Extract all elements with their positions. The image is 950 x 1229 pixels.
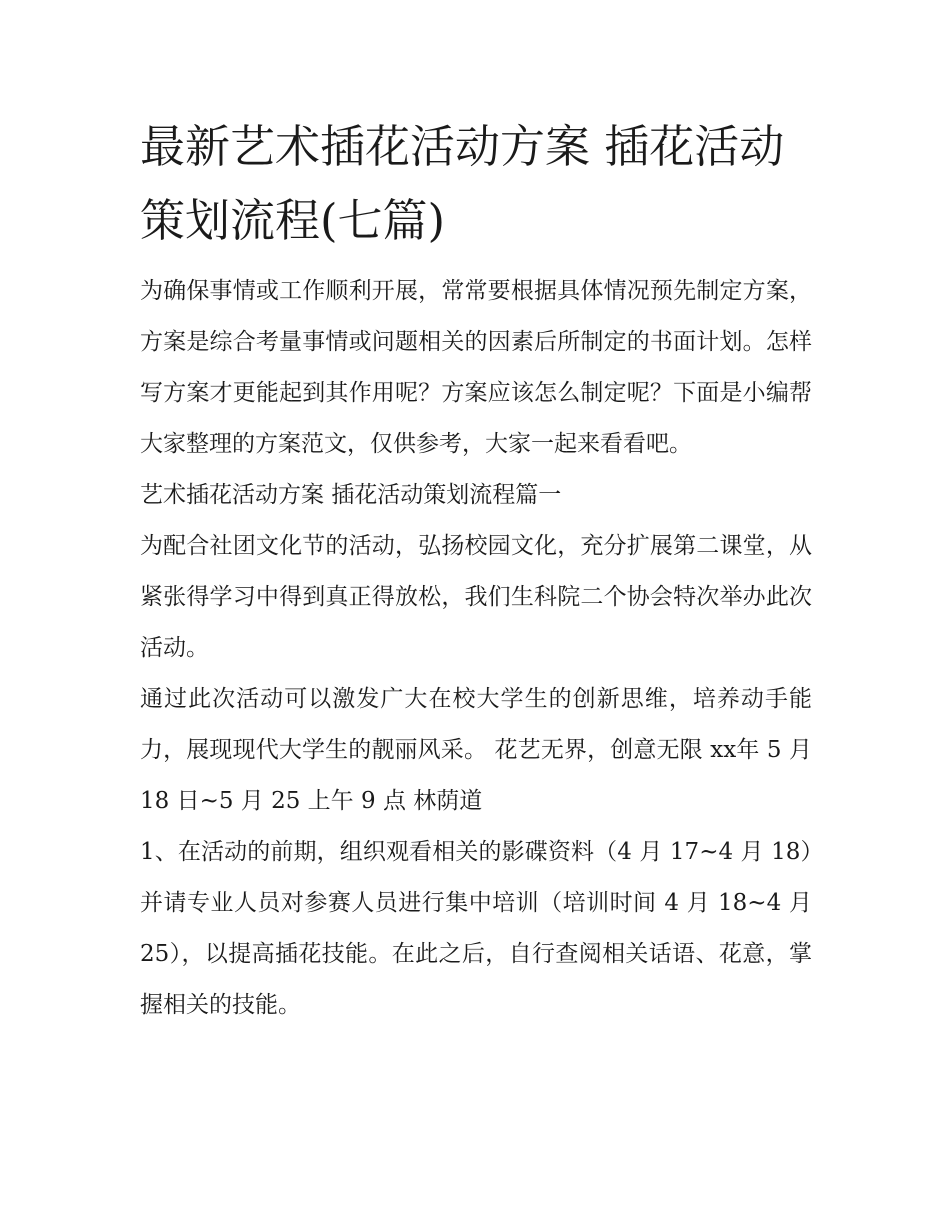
section-heading: 艺术插花活动方案 插花活动策划流程篇一 (140, 482, 562, 508)
intro-paragraph: 为确保事情或工作顺利开展，常常要根据具体情况预先制定方案，方案是综合考量事情或问题相关的因素后所制定的书面计划。怎样写方案才更能起到其作用呢？方案应该怎么制定呢？下面是小编帮大家整理的方案范文，仅供参考，大家一起来看看吧。 (140, 278, 812, 457)
body-paragraph: 通过此次活动可以激发广大在校大学生的创新思维，培养动手能力，展现现代大学生的靓丽风采。 花艺无界，创意无限 xx年 5 月 18 日~5 月 25 上午 9 点 林荫道 (140, 686, 812, 814)
document-page (140, 110, 812, 1031)
body-paragraph: 1、在活动的前期，组织观看相关的影碟资料（4 月 17~4 月 18）并请专业人员对参赛人员进行集中培训（培训时间 4 月 18~4 月 25），以提高插花技能。在此之后，自行查阅相关话语、花意，掌握相关的技能。 (140, 839, 812, 1018)
body-paragraph: 为配合社团文化节的活动，弘扬校园文化，充分扩展第二课堂，从紧张得学习中得到真正得放松，我们生科院二个协会特次举办此次活动。 (140, 533, 812, 661)
document-title: 最新艺术插花活动方案 插花活动策划流程(七篇) (140, 120, 785, 247)
